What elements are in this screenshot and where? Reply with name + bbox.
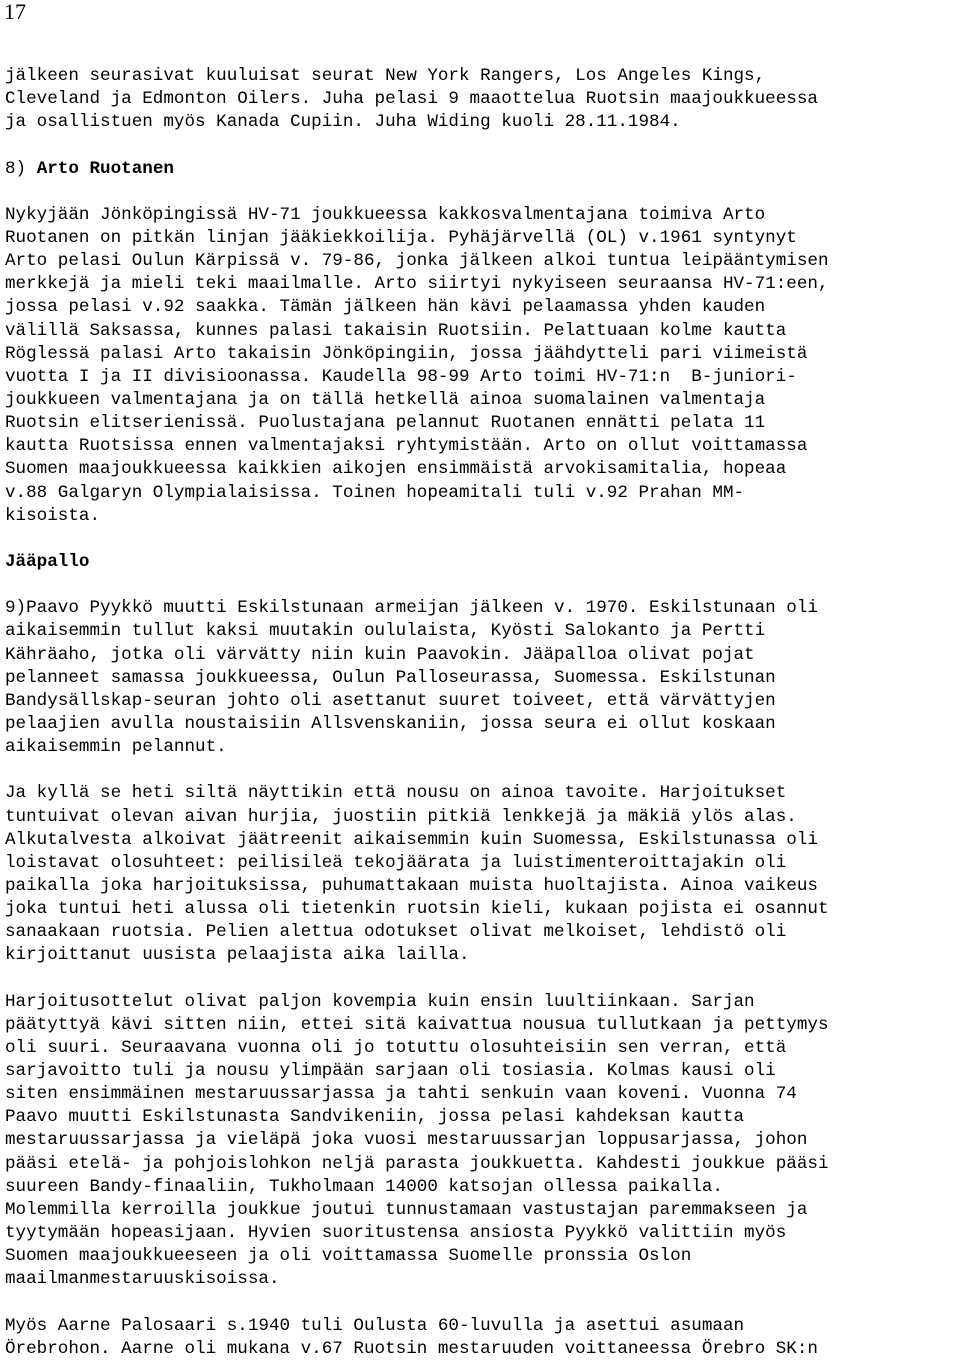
text-line: kautta Ruotsissa ennen valmentajaksi ryhtymistään. Arto on ollut voittamassa bbox=[5, 436, 808, 457]
text-line: maailmanmestaruuskisoissa. bbox=[5, 1269, 280, 1290]
paragraph-gap bbox=[5, 181, 960, 204]
text-line: Arto pelasi Oulun Kärpissä v. 79-86, jonka jälkeen alkoi tuntua leipääntymisen bbox=[5, 251, 829, 272]
text-line: 9)Paavo Pyykkö muutti Eskilstunaan armeijan jälkeen v. 1970. Eskilstunaan oli bbox=[5, 598, 818, 619]
paragraph bbox=[5, 65, 960, 134]
paragraph bbox=[5, 204, 960, 528]
text-line: jälkeen seurasivat kuuluisat seurat New York Rangers, Los Angeles Kings, bbox=[5, 66, 766, 86]
text-line: Nykyjään Jönköpingissä HV-71 joukkueessa kakkosvalmentajana toimiva Arto bbox=[5, 204, 766, 225]
text-line: v.88 Galgaryn Olympialaisissa. Toinen hopeamitali tuli v.92 Prahan MM- bbox=[5, 482, 745, 503]
text-line: vuotta I ja II divisioonassa. Kaudella 98-99 Arto toimi HV-71:n B-juniori- bbox=[5, 366, 797, 387]
text-line: Paavo muutti Eskilstunasta Sandvikeniin, jossa pelasi kahdeksan kautta bbox=[5, 1107, 745, 1128]
text-line: pelanneet samassa joukkueessa, Oulun Palloseurassa, Suomessa. Eskilstunan bbox=[5, 667, 776, 688]
text-line: Ruotsin elitserienissä. Puolustajana pelannut Ruotanen ennätti pelata 11 bbox=[5, 413, 766, 434]
text-line: sanaakaan ruotsia. Pelien alettua odotukset olivat melkoiset, lehdistö oli bbox=[5, 922, 787, 943]
text-line: Örebrohon. Aarne oli mukana v.67 Ruotsin mestaruuden voittaneessa Örebro SK:n bbox=[5, 1338, 818, 1359]
text-line: kisoista. bbox=[5, 505, 101, 526]
text-line: joka tuntui heti alussa oli tietenkin ruotsin kieli, kukaan pojista ei osannut bbox=[5, 899, 829, 920]
text-line: Kähräaho, jotka oli värvätty niin kuin Paavokin. Jääpalloa olivat pojat bbox=[5, 644, 755, 665]
paragraph bbox=[5, 782, 960, 967]
text-line: Myös Aarne Palosaari s.1940 tuli Oulusta 60-luvulla ja asettui asumaan bbox=[5, 1315, 745, 1336]
text-line: ja osallistuen myös Kanada Cupiin. Juha Widing kuoli 28.11.1984. bbox=[5, 112, 681, 133]
paragraph bbox=[5, 597, 960, 759]
text-line: Suomen maajoukkueeseen ja oli voittamassa Suomelle pronssia Oslon bbox=[5, 1246, 692, 1267]
paragraph-gap bbox=[5, 134, 960, 157]
text-line: pääsi etelä- ja pohjoislohkon neljä parasta joukkuetta. Kahdesti joukkue pääsi bbox=[5, 1153, 829, 1174]
document-body bbox=[5, 65, 960, 1361]
text-line: paikalla joka harjoituksissa, puhumattakaan muista huoltajista. Ainoa vaikeus bbox=[5, 875, 818, 896]
text-line: Alkutalvesta alkoivat jäätreenit aikaisemmin kuin Suomessa, Eskilstunassa oli bbox=[5, 829, 818, 850]
text-line: Harjoitusottelut olivat paljon kovempia kuin ensin luultiinkaan. Sarjan bbox=[5, 991, 755, 1012]
text-line: tuntuivat olevan aivan hurjia, juostiin pitkiä lenkkejä ja mäkiä ylös alas. bbox=[5, 806, 797, 827]
text-line: kirjoittanut uusista pelaajista aika lailla. bbox=[5, 945, 470, 966]
text-line: aikaisemmin pelannut. bbox=[5, 737, 227, 758]
text-line: Bandysällskap-seuran johto oli asettanut suuret toiveet, että värvättyjen bbox=[5, 690, 776, 711]
text-line: Suomen maajoukkueessa kaikkien aikojen ensimmäistä arvokisamitalia, hopeaa bbox=[5, 459, 787, 480]
text-line: aikaisemmin tullut kaksi muutakin oululaista, Kyösti Salokanto ja Pertti bbox=[5, 621, 766, 642]
paragraph-gap bbox=[5, 528, 960, 551]
text-line: jossa pelasi v.92 saakka. Tämän jälkeen hän kävi pelaamassa yhden kauden bbox=[5, 297, 766, 318]
text-line: pelaajien avulla noustaisiin Allsvenskaniin, jossa seura ei ollut koskaan bbox=[5, 713, 776, 734]
text-line: tyytymään hopeasijaan. Hyvien suoritustensa ansiosta Pyykkö valittiin myös bbox=[5, 1223, 787, 1244]
text-line: joukkueen valmentajana ja on tällä hetkellä ainoa suomalainen valmentaja bbox=[5, 389, 766, 410]
text-line: Röglessä palasi Arto takaisin Jönköpingiin, jossa jäähdytteli pari viimeistä bbox=[5, 343, 808, 364]
heading-number: 8) bbox=[5, 158, 27, 179]
heading-title: Arto Ruotanen bbox=[36, 158, 174, 179]
text-line: siten ensimmäinen mestaruussarjassa ja tahti senkuin vaan koveni. Vuonna 74 bbox=[5, 1084, 797, 1105]
text-line: oli suuri. Seuraavana vuonna oli jo totuttu olosuhteisiin sen verran, että bbox=[5, 1037, 787, 1058]
text-line: Ruotanen on pitkän linjan jääkiekkoilija. Pyhäjärvellä (OL) v.1961 syntynyt bbox=[5, 227, 797, 248]
paragraph-gap bbox=[5, 967, 960, 990]
text-line: loistavat olosuhteet: peilisileä tekojäärata ja luistimenteroittajakin oli bbox=[5, 852, 787, 873]
text-line: päätyttyä kävi sitten niin, ettei sitä kaivattua nousua tullutkaan ja pettymys bbox=[5, 1014, 829, 1035]
text-line: Ja kyllä se heti siltä näyttikin että nousu on ainoa tavoite. Harjoitukset bbox=[5, 783, 787, 804]
paragraph bbox=[5, 991, 960, 1292]
text-line: välillä Saksassa, kunnes palasi takaisin Ruotsiin. Pelattuaan kolme kautta bbox=[5, 320, 787, 341]
text-line: merkkejä ja mieli teki maailmalle. Arto siirtyi nykyiseen seuraansa HV-71:een, bbox=[5, 274, 829, 295]
text-line: Molemmilla kerroilla joukkue joutui tunnustamaan vastustajan paremmakseen ja bbox=[5, 1199, 808, 1220]
section-heading-arto-ruotanen bbox=[5, 158, 960, 181]
paragraph-gap bbox=[5, 759, 960, 782]
page-number: 17 bbox=[4, 0, 26, 24]
paragraph-gap bbox=[5, 574, 960, 597]
text-line: Cleveland ja Edmonton Oilers. Juha pelasi 9 maaottelua Ruotsin maajoukkueessa bbox=[5, 89, 818, 110]
text-line: suureen Bandy-finaaliin, Tukholmaan 14000 katsojan ollessa paikalla. bbox=[5, 1176, 723, 1197]
text-line: mestaruussarjassa ja vieläpä joka vuosi mestaruussarjan loppusarjassa, johon bbox=[5, 1130, 808, 1151]
section-heading-jaapallo: Jääpallo bbox=[5, 551, 90, 572]
paragraph bbox=[5, 1315, 960, 1361]
text-line: sarjavoitto tuli ja nousu ylimpään sarjaan oli tosiasia. Kolmas kausi oli bbox=[5, 1061, 776, 1082]
paragraph-gap bbox=[5, 1291, 960, 1314]
